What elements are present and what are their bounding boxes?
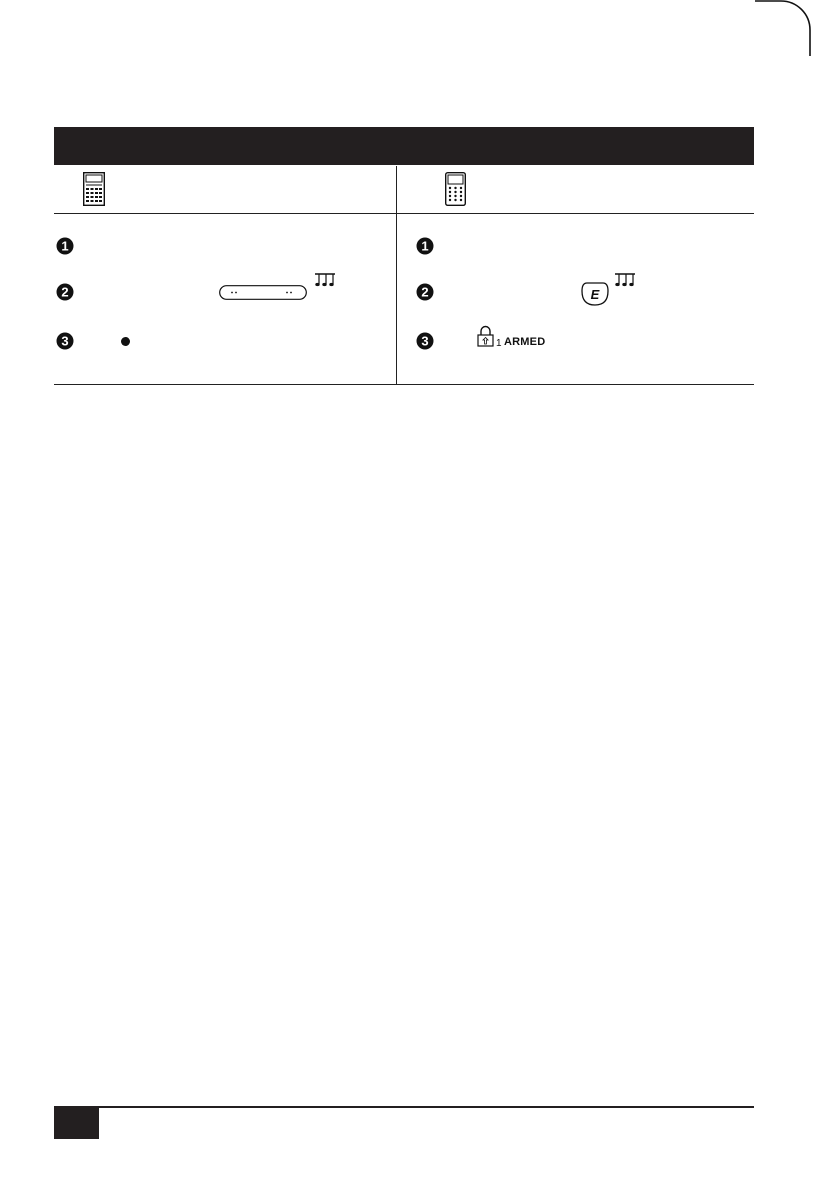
svg-text:1: 1 (61, 238, 69, 254)
svg-text:E: E (590, 287, 600, 302)
partition-number: 1 (496, 338, 502, 349)
column-divider (396, 166, 397, 384)
beep-tones-icon (614, 272, 636, 288)
step-3-badge (416, 332, 434, 350)
svg-text:1: 1 (421, 238, 429, 254)
lcd-keypad-icon (83, 172, 105, 206)
armed-display-text: ARMED (504, 336, 546, 348)
table-bottom-border (54, 384, 754, 385)
step-3-badge (56, 332, 74, 350)
step-1-badge (56, 237, 74, 255)
graphic-keypad-icon (445, 172, 466, 206)
armed-led-icon (121, 337, 130, 346)
step-2-badge (416, 283, 434, 301)
svg-text:2: 2 (61, 284, 69, 300)
page-number-box (54, 1106, 99, 1139)
step-2-badge (56, 283, 74, 301)
e-key-button[interactable] (581, 282, 609, 306)
footer-rule (54, 1106, 754, 1108)
lock-icon (477, 325, 494, 347)
table-header-row (54, 166, 754, 214)
svg-text:3: 3 (421, 333, 429, 349)
beep-tones-icon (314, 272, 336, 288)
section-title-bar (54, 127, 754, 165)
step-1-badge (416, 237, 434, 255)
svg-text:3: 3 (61, 333, 69, 349)
arm-key-button[interactable] (219, 285, 307, 300)
svg-text:2: 2 (421, 284, 429, 300)
crop-mark (755, 0, 811, 56)
